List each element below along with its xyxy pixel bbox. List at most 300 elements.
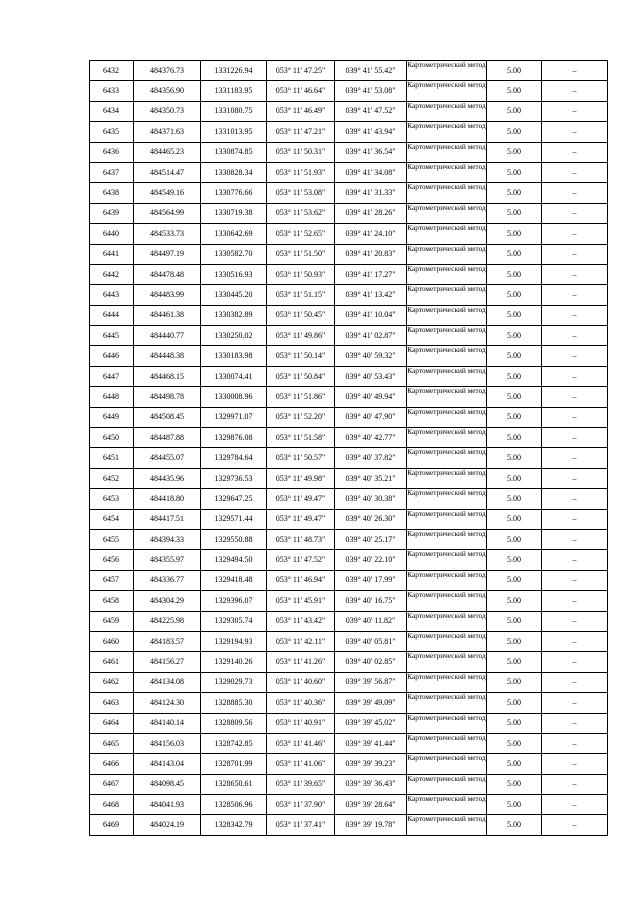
accuracy-cell: 5.00 xyxy=(487,407,542,427)
accuracy-cell: 5.00 xyxy=(487,203,542,223)
table-row xyxy=(90,285,608,305)
x-coordinate-cell: 484098.45 xyxy=(134,774,201,794)
method-cell: Картометрический метод xyxy=(407,101,487,121)
latitude-cell: 053° 11' 49.47" xyxy=(267,509,335,529)
accuracy-cell: 5.00 xyxy=(487,733,542,753)
y-coordinate-cell: 1329647.25 xyxy=(201,489,267,509)
description-cell: – xyxy=(542,570,608,590)
y-coordinate-cell: 1330642.69 xyxy=(201,224,267,244)
y-coordinate-cell: 1330719.38 xyxy=(201,203,267,223)
accuracy-cell: 5.00 xyxy=(487,81,542,101)
latitude-cell: 053° 11' 40.91" xyxy=(267,713,335,733)
accuracy-cell: 5.00 xyxy=(487,652,542,672)
table-row xyxy=(90,81,608,101)
longitude-cell: 039° 39' 49.09" xyxy=(335,693,407,713)
method-cell: Картометрический метод xyxy=(407,61,487,81)
latitude-cell: 053° 11' 42.11" xyxy=(267,631,335,651)
accuracy-cell: 5.00 xyxy=(487,774,542,794)
latitude-cell: 053° 11' 40.60" xyxy=(267,672,335,692)
table-row xyxy=(90,264,608,284)
longitude-cell: 039° 40' 47.90" xyxy=(335,407,407,427)
description-cell: – xyxy=(542,203,608,223)
longitude-cell: 039° 40' 30.38" xyxy=(335,489,407,509)
point-number-cell: 6437 xyxy=(90,162,134,182)
accuracy-cell: 5.00 xyxy=(487,162,542,182)
method-cell: Картометрический метод xyxy=(407,489,487,509)
accuracy-cell: 5.00 xyxy=(487,570,542,590)
accuracy-cell: 5.00 xyxy=(487,448,542,468)
description-cell: – xyxy=(542,815,608,835)
y-coordinate-cell: 1328701.99 xyxy=(201,754,267,774)
accuracy-cell: 5.00 xyxy=(487,489,542,509)
table-row xyxy=(90,142,608,162)
point-number-cell: 6433 xyxy=(90,81,134,101)
y-coordinate-cell: 1328650.61 xyxy=(201,774,267,794)
accuracy-cell: 5.00 xyxy=(487,713,542,733)
point-number-cell: 6442 xyxy=(90,264,134,284)
table-row xyxy=(90,305,608,325)
accuracy-cell: 5.00 xyxy=(487,285,542,305)
y-coordinate-cell: 1329396.07 xyxy=(201,591,267,611)
method-cell: Картометрический метод xyxy=(407,672,487,692)
longitude-cell: 039° 40' 49.94" xyxy=(335,387,407,407)
table-row xyxy=(90,122,608,142)
latitude-cell: 053° 11' 51.86" xyxy=(267,387,335,407)
description-cell: – xyxy=(542,693,608,713)
description-cell: – xyxy=(542,468,608,488)
latitude-cell: 053° 11' 49.98" xyxy=(267,468,335,488)
table-row xyxy=(90,693,608,713)
x-coordinate-cell: 484440.77 xyxy=(134,326,201,346)
point-number-cell: 6457 xyxy=(90,570,134,590)
accuracy-cell: 5.00 xyxy=(487,550,542,570)
x-coordinate-cell: 484336.77 xyxy=(134,570,201,590)
y-coordinate-cell: 1330516.93 xyxy=(201,264,267,284)
accuracy-cell: 5.00 xyxy=(487,428,542,448)
table-row xyxy=(90,631,608,651)
point-number-cell: 6469 xyxy=(90,815,134,835)
method-cell: Картометрический метод xyxy=(407,264,487,284)
longitude-cell: 039° 40' 02.85" xyxy=(335,652,407,672)
point-number-cell: 6447 xyxy=(90,366,134,386)
method-cell: Картометрический метод xyxy=(407,693,487,713)
table-row xyxy=(90,387,608,407)
longitude-cell: 039° 39' 45.02" xyxy=(335,713,407,733)
accuracy-cell: 5.00 xyxy=(487,693,542,713)
point-number-cell: 6465 xyxy=(90,733,134,753)
method-cell: Картометрический метод xyxy=(407,81,487,101)
longitude-cell: 039° 39' 39.23" xyxy=(335,754,407,774)
table-row xyxy=(90,489,608,509)
y-coordinate-cell: 1329194.93 xyxy=(201,631,267,651)
description-cell: – xyxy=(542,448,608,468)
y-coordinate-cell: 1330445.20 xyxy=(201,285,267,305)
table-row xyxy=(90,529,608,549)
latitude-cell: 053° 11' 49.47" xyxy=(267,489,335,509)
description-cell: – xyxy=(542,795,608,815)
latitude-cell: 053° 11' 48.73" xyxy=(267,529,335,549)
x-coordinate-cell: 484461.38 xyxy=(134,305,201,325)
method-cell: Картометрический метод xyxy=(407,448,487,468)
description-cell: – xyxy=(542,142,608,162)
point-number-cell: 6450 xyxy=(90,428,134,448)
longitude-cell: 039° 39' 56.87" xyxy=(335,672,407,692)
accuracy-cell: 5.00 xyxy=(487,224,542,244)
description-cell: – xyxy=(542,224,608,244)
point-number-cell: 6439 xyxy=(90,203,134,223)
y-coordinate-cell: 1330074.41 xyxy=(201,366,267,386)
y-coordinate-cell: 1329876.08 xyxy=(201,428,267,448)
table-row xyxy=(90,611,608,631)
y-coordinate-cell: 1331013.95 xyxy=(201,122,267,142)
table-row xyxy=(90,61,608,81)
longitude-cell: 039° 40' 16.75" xyxy=(335,591,407,611)
table-row xyxy=(90,101,608,121)
accuracy-cell: 5.00 xyxy=(487,101,542,121)
longitude-cell: 039° 40' 35.21" xyxy=(335,468,407,488)
description-cell: – xyxy=(542,244,608,264)
point-number-cell: 6444 xyxy=(90,305,134,325)
longitude-cell: 039° 41' 55.42" xyxy=(335,61,407,81)
table-row xyxy=(90,162,608,182)
description-cell: – xyxy=(542,122,608,142)
x-coordinate-cell: 484156.03 xyxy=(134,733,201,753)
latitude-cell: 053° 11' 37.90" xyxy=(267,795,335,815)
accuracy-cell: 5.00 xyxy=(487,183,542,203)
method-cell: Картометрический метод xyxy=(407,346,487,366)
latitude-cell: 053° 11' 50.93" xyxy=(267,264,335,284)
description-cell: – xyxy=(542,346,608,366)
table-row xyxy=(90,183,608,203)
description-cell: – xyxy=(542,509,608,529)
longitude-cell: 039° 41' 43.94" xyxy=(335,122,407,142)
point-number-cell: 6460 xyxy=(90,631,134,651)
y-coordinate-cell: 1329736.53 xyxy=(201,468,267,488)
latitude-cell: 053° 11' 53.62" xyxy=(267,203,335,223)
y-coordinate-cell: 1329305.74 xyxy=(201,611,267,631)
description-cell: – xyxy=(542,162,608,182)
coordinates-table xyxy=(89,60,608,836)
y-coordinate-cell: 1330008.96 xyxy=(201,387,267,407)
x-coordinate-cell: 484371.63 xyxy=(134,122,201,142)
longitude-cell: 039° 40' 53.43" xyxy=(335,366,407,386)
description-cell: – xyxy=(542,183,608,203)
accuracy-cell: 5.00 xyxy=(487,509,542,529)
longitude-cell: 039° 41' 47.52" xyxy=(335,101,407,121)
x-coordinate-cell: 484376.73 xyxy=(134,61,201,81)
description-cell: – xyxy=(542,61,608,81)
method-cell: Картометрический метод xyxy=(407,305,487,325)
latitude-cell: 053° 11' 52.65" xyxy=(267,224,335,244)
longitude-cell: 039° 39' 28.64" xyxy=(335,795,407,815)
x-coordinate-cell: 484435.96 xyxy=(134,468,201,488)
x-coordinate-cell: 484417.51 xyxy=(134,509,201,529)
description-cell: – xyxy=(542,529,608,549)
longitude-cell: 039° 41' 13.42" xyxy=(335,285,407,305)
table-row xyxy=(90,366,608,386)
longitude-cell: 039° 41' 36.54" xyxy=(335,142,407,162)
latitude-cell: 053° 11' 45.91" xyxy=(267,591,335,611)
accuracy-cell: 5.00 xyxy=(487,264,542,284)
x-coordinate-cell: 484549.16 xyxy=(134,183,201,203)
method-cell: Картометрический метод xyxy=(407,611,487,631)
point-number-cell: 6456 xyxy=(90,550,134,570)
table-row xyxy=(90,591,608,611)
point-number-cell: 6449 xyxy=(90,407,134,427)
longitude-cell: 039° 41' 31.33" xyxy=(335,183,407,203)
table-body xyxy=(90,61,608,836)
table-row xyxy=(90,815,608,835)
accuracy-cell: 5.00 xyxy=(487,326,542,346)
longitude-cell: 039° 40' 25.17" xyxy=(335,529,407,549)
description-cell: – xyxy=(542,366,608,386)
accuracy-cell: 5.00 xyxy=(487,142,542,162)
point-number-cell: 6463 xyxy=(90,693,134,713)
method-cell: Картометрический метод xyxy=(407,366,487,386)
longitude-cell: 039° 40' 37.82" xyxy=(335,448,407,468)
method-cell: Картометрический метод xyxy=(407,550,487,570)
method-cell: Картометрический метод xyxy=(407,529,487,549)
table-row xyxy=(90,203,608,223)
longitude-cell: 039° 39' 19.78" xyxy=(335,815,407,835)
longitude-cell: 039° 41' 24.10" xyxy=(335,224,407,244)
y-coordinate-cell: 1331080.75 xyxy=(201,101,267,121)
method-cell: Картометрический метод xyxy=(407,713,487,733)
method-cell: Картометрический метод xyxy=(407,733,487,753)
latitude-cell: 053° 11' 50.45" xyxy=(267,305,335,325)
point-number-cell: 6435 xyxy=(90,122,134,142)
x-coordinate-cell: 484498.78 xyxy=(134,387,201,407)
latitude-cell: 053° 11' 47.52" xyxy=(267,550,335,570)
table-row xyxy=(90,795,608,815)
y-coordinate-cell: 1330776.66 xyxy=(201,183,267,203)
method-cell: Картометрический метод xyxy=(407,142,487,162)
latitude-cell: 053° 11' 53.08" xyxy=(267,183,335,203)
description-cell: – xyxy=(542,652,608,672)
accuracy-cell: 5.00 xyxy=(487,611,542,631)
point-number-cell: 6467 xyxy=(90,774,134,794)
x-coordinate-cell: 484183.57 xyxy=(134,631,201,651)
accuracy-cell: 5.00 xyxy=(487,244,542,264)
method-cell: Картометрический метод xyxy=(407,387,487,407)
x-coordinate-cell: 484455.07 xyxy=(134,448,201,468)
latitude-cell: 053° 11' 46.64" xyxy=(267,81,335,101)
description-cell: – xyxy=(542,611,608,631)
description-cell: – xyxy=(542,305,608,325)
y-coordinate-cell: 1329550.88 xyxy=(201,529,267,549)
longitude-cell: 039° 41' 53.08" xyxy=(335,81,407,101)
table-row xyxy=(90,244,608,264)
description-cell: – xyxy=(542,591,608,611)
y-coordinate-cell: 1328506.96 xyxy=(201,795,267,815)
method-cell: Картометрический метод xyxy=(407,244,487,264)
method-cell: Картометрический метод xyxy=(407,468,487,488)
longitude-cell: 039° 41' 02.87" xyxy=(335,326,407,346)
y-coordinate-cell: 1331183.95 xyxy=(201,81,267,101)
x-coordinate-cell: 484041.93 xyxy=(134,795,201,815)
point-number-cell: 6432 xyxy=(90,61,134,81)
y-coordinate-cell: 1331226.94 xyxy=(201,61,267,81)
latitude-cell: 053° 11' 51.50" xyxy=(267,244,335,264)
description-cell: – xyxy=(542,428,608,448)
x-coordinate-cell: 484448.38 xyxy=(134,346,201,366)
accuracy-cell: 5.00 xyxy=(487,631,542,651)
latitude-cell: 053° 11' 41.46" xyxy=(267,733,335,753)
latitude-cell: 053° 11' 47.21" xyxy=(267,122,335,142)
description-cell: – xyxy=(542,326,608,346)
x-coordinate-cell: 484497.19 xyxy=(134,244,201,264)
y-coordinate-cell: 1329494.50 xyxy=(201,550,267,570)
latitude-cell: 053° 11' 40.36" xyxy=(267,693,335,713)
method-cell: Картометрический метод xyxy=(407,326,487,346)
description-cell: – xyxy=(542,672,608,692)
description-cell: – xyxy=(542,407,608,427)
latitude-cell: 053° 11' 52.20" xyxy=(267,407,335,427)
table-row xyxy=(90,468,608,488)
x-coordinate-cell: 484564.99 xyxy=(134,203,201,223)
table-row xyxy=(90,428,608,448)
table-row xyxy=(90,672,608,692)
point-number-cell: 6454 xyxy=(90,509,134,529)
y-coordinate-cell: 1328885.30 xyxy=(201,693,267,713)
description-cell: – xyxy=(542,754,608,774)
longitude-cell: 039° 40' 59.32" xyxy=(335,346,407,366)
point-number-cell: 6459 xyxy=(90,611,134,631)
method-cell: Картометрический метод xyxy=(407,183,487,203)
latitude-cell: 053° 11' 51.93" xyxy=(267,162,335,182)
longitude-cell: 039° 40' 11.82" xyxy=(335,611,407,631)
method-cell: Картометрический метод xyxy=(407,815,487,835)
latitude-cell: 053° 11' 49.86" xyxy=(267,326,335,346)
method-cell: Картометрический метод xyxy=(407,203,487,223)
y-coordinate-cell: 1329418.48 xyxy=(201,570,267,590)
accuracy-cell: 5.00 xyxy=(487,122,542,142)
accuracy-cell: 5.00 xyxy=(487,795,542,815)
table-row xyxy=(90,774,608,794)
longitude-cell: 039° 39' 41.44" xyxy=(335,733,407,753)
accuracy-cell: 5.00 xyxy=(487,305,542,325)
description-cell: – xyxy=(542,733,608,753)
accuracy-cell: 5.00 xyxy=(487,468,542,488)
point-number-cell: 6438 xyxy=(90,183,134,203)
method-cell: Картометрический метод xyxy=(407,162,487,182)
method-cell: Картометрический метод xyxy=(407,122,487,142)
accuracy-cell: 5.00 xyxy=(487,591,542,611)
latitude-cell: 053° 11' 51.15" xyxy=(267,285,335,305)
table-row xyxy=(90,652,608,672)
accuracy-cell: 5.00 xyxy=(487,61,542,81)
point-number-cell: 6443 xyxy=(90,285,134,305)
point-number-cell: 6434 xyxy=(90,101,134,121)
method-cell: Картометрический метод xyxy=(407,774,487,794)
accuracy-cell: 5.00 xyxy=(487,387,542,407)
method-cell: Картометрический метод xyxy=(407,754,487,774)
x-coordinate-cell: 484478.48 xyxy=(134,264,201,284)
description-cell: – xyxy=(542,101,608,121)
point-number-cell: 6466 xyxy=(90,754,134,774)
method-cell: Картометрический метод xyxy=(407,631,487,651)
table-row xyxy=(90,448,608,468)
x-coordinate-cell: 484024.19 xyxy=(134,815,201,835)
x-coordinate-cell: 484140.14 xyxy=(134,713,201,733)
latitude-cell: 053° 11' 43.42" xyxy=(267,611,335,631)
latitude-cell: 053° 11' 46.94" xyxy=(267,570,335,590)
method-cell: Картометрический метод xyxy=(407,795,487,815)
latitude-cell: 053° 11' 50.31" xyxy=(267,142,335,162)
y-coordinate-cell: 1328809.56 xyxy=(201,713,267,733)
latitude-cell: 053° 11' 51.58" xyxy=(267,428,335,448)
point-number-cell: 6462 xyxy=(90,672,134,692)
accuracy-cell: 5.00 xyxy=(487,754,542,774)
y-coordinate-cell: 1329784.64 xyxy=(201,448,267,468)
point-number-cell: 6440 xyxy=(90,224,134,244)
method-cell: Картометрический метод xyxy=(407,591,487,611)
longitude-cell: 039° 41' 34.08" xyxy=(335,162,407,182)
point-number-cell: 6441 xyxy=(90,244,134,264)
description-cell: – xyxy=(542,81,608,101)
x-coordinate-cell: 484356.90 xyxy=(134,81,201,101)
x-coordinate-cell: 484487.88 xyxy=(134,428,201,448)
x-coordinate-cell: 484124.30 xyxy=(134,693,201,713)
accuracy-cell: 5.00 xyxy=(487,346,542,366)
table-row xyxy=(90,346,608,366)
description-cell: – xyxy=(542,631,608,651)
description-cell: – xyxy=(542,550,608,570)
point-number-cell: 6445 xyxy=(90,326,134,346)
table-row xyxy=(90,407,608,427)
y-coordinate-cell: 1330250.02 xyxy=(201,326,267,346)
method-cell: Картометрический метод xyxy=(407,652,487,672)
x-coordinate-cell: 484134.08 xyxy=(134,672,201,692)
y-coordinate-cell: 1330183.98 xyxy=(201,346,267,366)
point-number-cell: 6468 xyxy=(90,795,134,815)
x-coordinate-cell: 484355.97 xyxy=(134,550,201,570)
x-coordinate-cell: 484468.15 xyxy=(134,366,201,386)
point-number-cell: 6455 xyxy=(90,529,134,549)
x-coordinate-cell: 484350.73 xyxy=(134,101,201,121)
longitude-cell: 039° 40' 17.99" xyxy=(335,570,407,590)
y-coordinate-cell: 1330874.85 xyxy=(201,142,267,162)
x-coordinate-cell: 484508.45 xyxy=(134,407,201,427)
latitude-cell: 053° 11' 46.49" xyxy=(267,101,335,121)
latitude-cell: 053° 11' 39.65" xyxy=(267,774,335,794)
table-row xyxy=(90,754,608,774)
method-cell: Картометрический метод xyxy=(407,428,487,448)
longitude-cell: 039° 41' 10.04" xyxy=(335,305,407,325)
longitude-cell: 039° 40' 22.10" xyxy=(335,550,407,570)
x-coordinate-cell: 484514.47 xyxy=(134,162,201,182)
method-cell: Картометрический метод xyxy=(407,224,487,244)
description-cell: – xyxy=(542,285,608,305)
latitude-cell: 053° 11' 50.57" xyxy=(267,448,335,468)
table-row xyxy=(90,224,608,244)
latitude-cell: 053° 11' 37.41" xyxy=(267,815,335,835)
point-number-cell: 6453 xyxy=(90,489,134,509)
y-coordinate-cell: 1328342.79 xyxy=(201,815,267,835)
point-number-cell: 6461 xyxy=(90,652,134,672)
longitude-cell: 039° 39' 36.43" xyxy=(335,774,407,794)
accuracy-cell: 5.00 xyxy=(487,672,542,692)
description-cell: – xyxy=(542,489,608,509)
y-coordinate-cell: 1329971.07 xyxy=(201,407,267,427)
x-coordinate-cell: 484225.98 xyxy=(134,611,201,631)
x-coordinate-cell: 484304.29 xyxy=(134,591,201,611)
point-number-cell: 6451 xyxy=(90,448,134,468)
table-row xyxy=(90,326,608,346)
description-cell: – xyxy=(542,774,608,794)
y-coordinate-cell: 1329140.26 xyxy=(201,652,267,672)
table-row xyxy=(90,509,608,529)
